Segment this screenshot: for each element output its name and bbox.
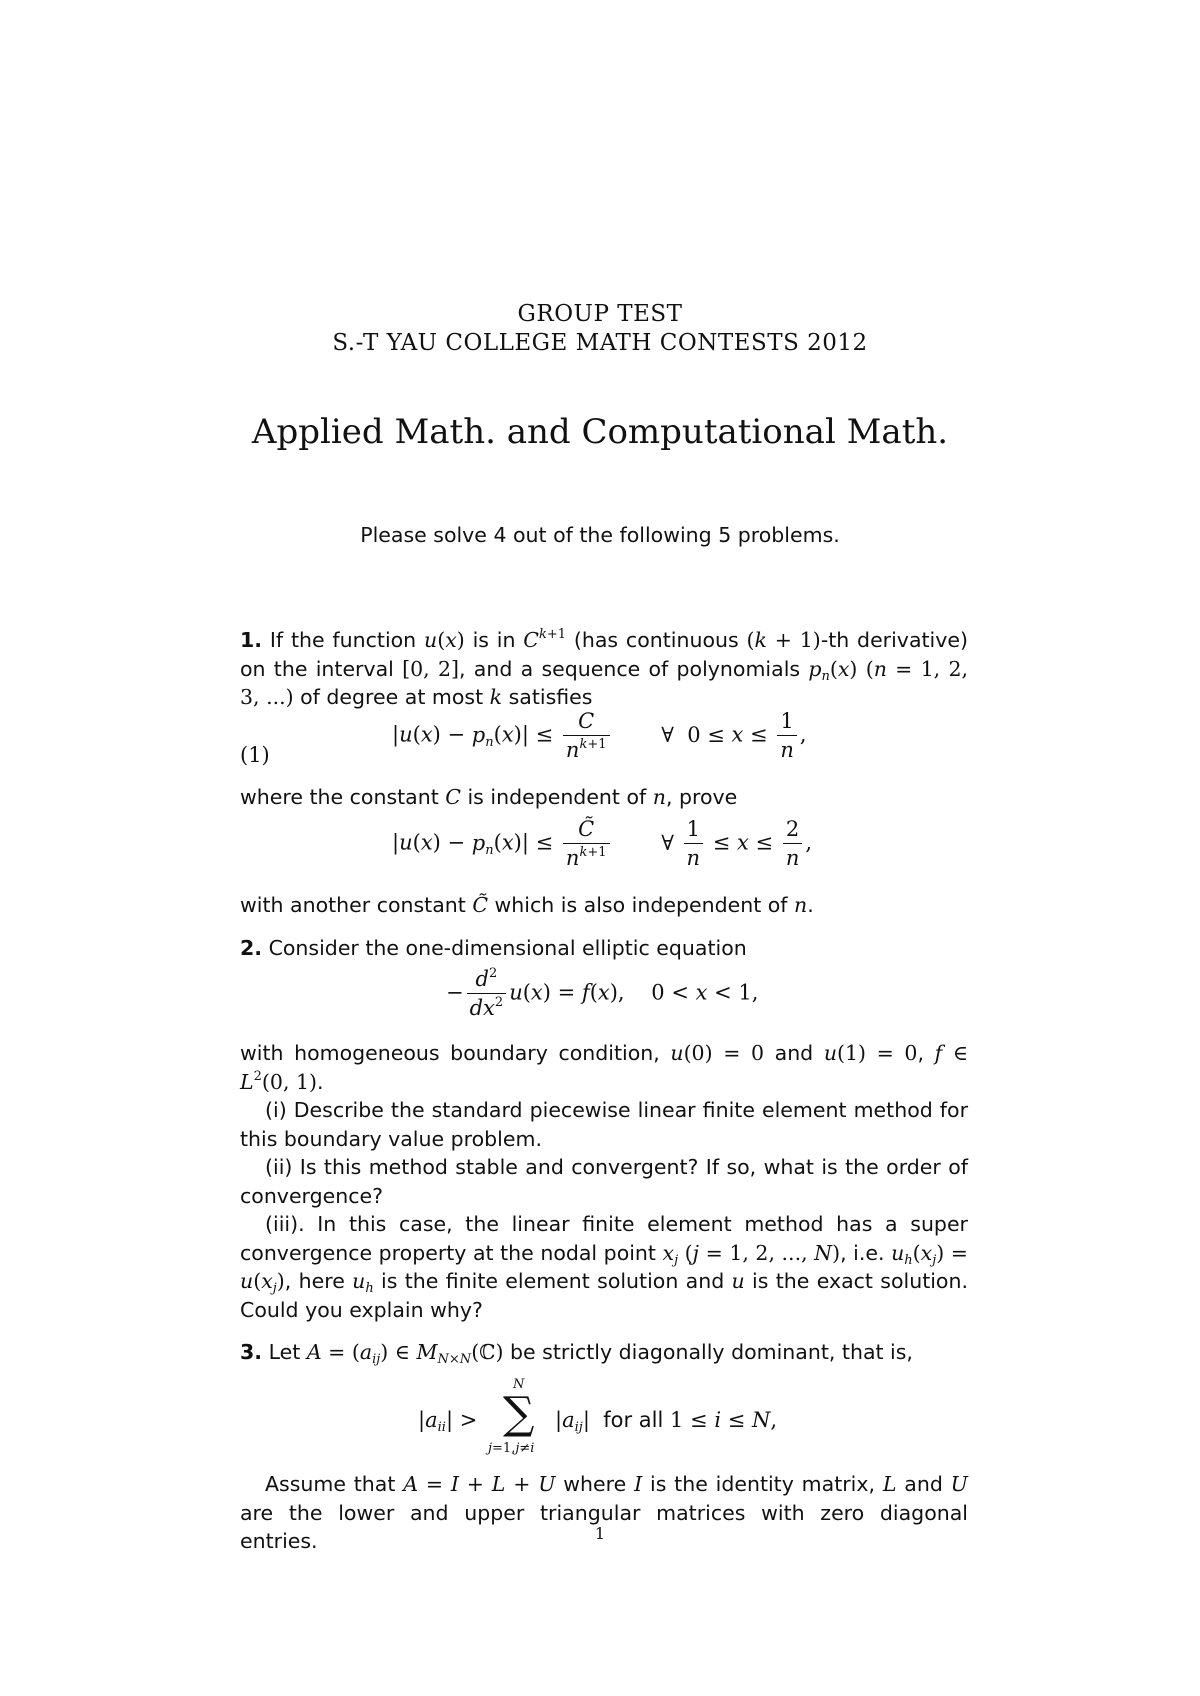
equation-3: − $\frac{d^2}{dx^2}$ u(x) = f(x), 0 < x < 1, — [446, 966, 759, 1020]
sum-upper-limit: N — [513, 1377, 525, 1392]
sub-question-ii: (ii) Is this method stable and convergent? If so, what is the order of convergence? — [240, 1155, 968, 1208]
problem-2-intro: 2. Consider the one-dimensional elliptic equation — [240, 936, 747, 960]
problem-2-boundary: with homogeneous boundary condition, u(0) = 0 and u(1) = 0, f ∈ $L^2(0$, 1). — [240, 1041, 968, 1094]
equation-label: (1) — [240, 743, 270, 767]
sum-lower-limit: j=1,j≠i — [488, 1441, 535, 1456]
problem-1-conclusion: with another constant C̃ which is also independent of n. — [240, 893, 814, 917]
equation-2: $|u(x) - p_n(x)|$ ≤ $\frac{C̃}{n^{k+1}}$ ∀ $\frac{1}{n}$ ≤ x ≤ $\frac{2}{n}$ , — [392, 817, 813, 870]
contest-heading: S.-T YAU COLLEGE MATH CONTESTS 2012 — [332, 330, 868, 356]
equation-4: $|a_{ii}|$ > — [418, 1408, 478, 1435]
problem-2-number: 2. — [240, 936, 263, 960]
sub-question-i: (i) Describe the standard piecewise linear finite element method for this boundary value problem. — [240, 1098, 968, 1151]
problem-1-intro: 1. If the function u(x) is in $C^{k+1}$ (has continuous (k + 1)-th derivative) on the interval [0, 2], and a sequence of polynomials $p_n(x) (n = 1$, 2, 3, ...) of degree at most k satisfies — [240, 627, 969, 709]
test-heading: GROUP TEST — [517, 301, 683, 327]
page-title: Applied Math. and Computational Math. — [251, 412, 949, 452]
instructions: Please solve 4 out of the following 5 problems. — [360, 523, 840, 547]
equation-4-rhs: $|a_{ij}|$ for all 1 ≤ i ≤ N, — [555, 1408, 778, 1435]
problem-1-number: 1. — [240, 628, 263, 652]
sub-question-iii: (iii). In this case, the linear finite element method has a super convergence property at the nodal point $x_j$ (j = 1, 2, ..., N), i.e. $u_h(x_j) = u(x_j)$, here $u_h$ is the finite element solution and u is the exact solution. Could you explain why? — [240, 1212, 968, 1322]
summation-symbol: ∑ — [503, 1388, 535, 1439]
equation-1: $|u(x) - p_n(x)|$ ≤ $\frac{C}{n^{k+1}}$ ∀ 0 ≤ x ≤ $\frac{1}{n}$ , — [392, 709, 807, 762]
problem-3-intro: 3. Let $A = (a_{ij})$ ∈ $M_{N\times N}(ℂ)$ be strictly diagonally dominant, that is, — [240, 1340, 913, 1367]
problem-1-middle: where the constant C is independent of n, prove — [240, 785, 738, 809]
page-number: 1 — [594, 1524, 606, 1543]
problem-3-assumption: Assume that A = I + L + U where I is the identity matrix, L and U are the lower and upper triangular matrices with zero diagonal entries. — [240, 1472, 968, 1553]
problem-3-number: 3. — [240, 1340, 263, 1364]
